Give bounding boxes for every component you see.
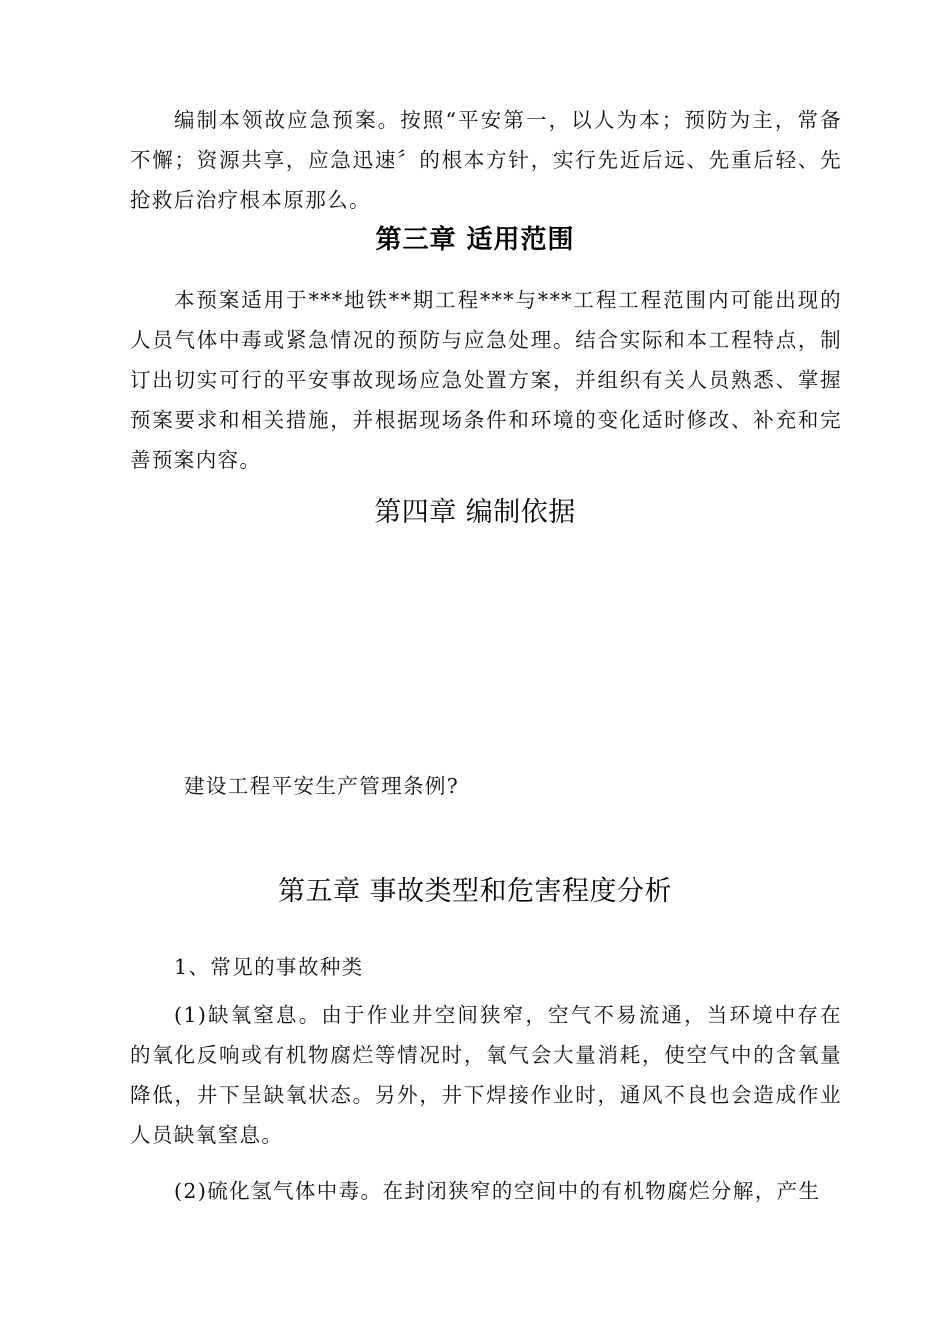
paragraph-oxygen-deficiency: (1)缺氧窒息。由于作业井空间狭窄，空气不易流通，当环境中存在的氧化反响或有机物腐烂等情况时，氧气会大量消耗，使空气中的含氧量降低，井下呈缺氧状态。另外，井下焊接作业时，通风不良也会造成作业人员缺氧窒息。: [130, 1003, 842, 1147]
chapter-4-heading: 第四章 编制依据: [374, 497, 576, 528]
paragraph-scope: 本预案适用于***地铁**期工程***与***工程工程范围内可能出现的人员气体中毒或紧急情况的预防与应急处理。结合实际和本工程特点，制订出切实可行的平安事故现场应急处置方案，并组织有关人员熟悉、掌握预案要求和相关措施，并根据现场条件和环境的变化适时修改、补充和完善预案内容。: [130, 288, 842, 472]
section-common-accident-types: 1、常见的事故种类: [174, 955, 364, 979]
paragraph-emergency-plan-principles: 编制本领故应急预案。按照“平安第一，以人为本；预防为主，常备不懈；资源共享，应急迅速〞的根本方针，实行先近后远、先重后轻、先抢救后治疗根本原那么。: [130, 108, 842, 212]
paragraph-hydrogen-sulfide: (2)硫化氢气体中毒。在封闭狭窄的空间中的有机物腐烂分解，产生: [174, 1179, 821, 1203]
regulation-reference: 建设工程平安生产管理条例?: [184, 774, 460, 798]
chapter-3-heading: 第三章 适用范围: [375, 225, 575, 255]
chapter-5-heading: 第五章 事故类型和危害程度分析: [277, 876, 673, 907]
